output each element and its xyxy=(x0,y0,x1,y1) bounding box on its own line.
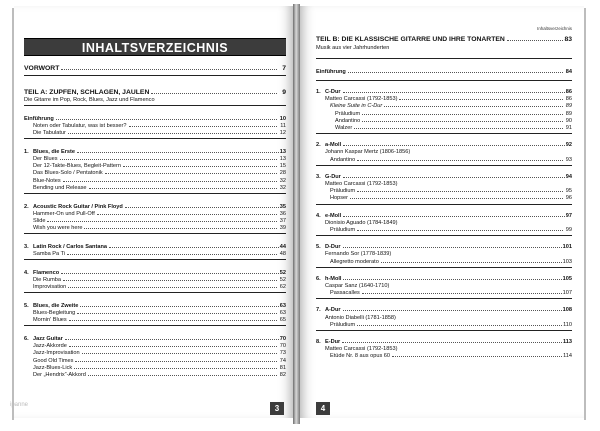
entry-label: Fernando Sor (1778-1839) xyxy=(325,251,392,258)
entry-label: Der Blues xyxy=(33,156,58,163)
chapter-page: 94 xyxy=(565,173,572,180)
toc-entry-vorwort[interactable] xyxy=(24,65,286,74)
chapter-number: 1. xyxy=(316,88,321,95)
chapter-label: G-Dur xyxy=(325,173,341,180)
toc-chapter[interactable] xyxy=(316,339,572,346)
chapter-page: 113 xyxy=(562,338,572,345)
divider xyxy=(24,259,286,260)
entry-label: Matteo Carcassi (1792-1853) xyxy=(325,96,398,103)
entry-page: 90 xyxy=(565,117,572,124)
toc-entry[interactable] xyxy=(24,350,286,357)
entry-page: 11 xyxy=(280,122,286,129)
entry-label: Jazz-Akkorde xyxy=(33,343,67,350)
toc-entry[interactable] xyxy=(24,170,286,177)
entry-label: Andantino xyxy=(335,117,361,124)
teil-b-subtitle: Musik aus vier Jahrhunderten xyxy=(316,44,390,51)
toc-entry[interactable] xyxy=(24,358,286,365)
entry-label: Andantino xyxy=(330,156,356,163)
chapter-page: 63 xyxy=(279,302,286,309)
right-page xyxy=(300,6,584,418)
entry-page: 93 xyxy=(565,156,572,163)
toc-chapter[interactable] xyxy=(24,303,286,310)
chapter-6 xyxy=(24,336,286,379)
toc-entry-teil-b[interactable] xyxy=(316,36,572,45)
toc-entry-teil-a[interactable] xyxy=(24,89,286,98)
toc-entry[interactable] xyxy=(24,218,286,225)
toc-entry-einfuehrung[interactable] xyxy=(316,69,572,76)
entry-label: Slide xyxy=(33,217,46,224)
chapter-1 xyxy=(24,149,286,194)
entry-label: Bending und Release xyxy=(33,184,87,191)
toc-entry[interactable] xyxy=(24,211,286,218)
toc-entry[interactable] xyxy=(316,290,572,297)
toc-entry[interactable] xyxy=(24,130,286,137)
divider xyxy=(316,204,572,205)
chapter-number: 2. xyxy=(24,203,29,210)
entry-page: 9 xyxy=(282,88,286,96)
toc-chapter[interactable] xyxy=(316,174,572,181)
entry-page: 107 xyxy=(562,290,572,297)
chapter-page: 13 xyxy=(279,148,286,155)
entry-label: Matteo Carcassi (1792-1853) xyxy=(325,180,398,187)
entry-page: 91 xyxy=(565,124,572,131)
entry-page: 65 xyxy=(279,317,286,324)
entry-page: 13 xyxy=(279,156,286,163)
toc-chapter[interactable] xyxy=(24,244,286,251)
chapter-3 xyxy=(316,174,572,205)
page-number-left: 3 xyxy=(270,402,284,415)
toc-entry[interactable] xyxy=(316,111,572,118)
entry-page: 74 xyxy=(279,357,286,364)
divider xyxy=(316,267,572,268)
entry-page: 63 xyxy=(279,310,286,317)
chapter-label: Flamenco xyxy=(33,269,60,276)
chapter-number: 6. xyxy=(316,275,321,282)
entry-label: Matteo Carcassi (1792-1853) xyxy=(325,346,398,353)
entry-label: Hopser xyxy=(330,195,349,202)
entry-page: 52 xyxy=(279,276,286,283)
toc-entry[interactable] xyxy=(24,343,286,350)
entry-label: TEIL A: ZUPFEN, SCHLAGEN, JAULEN xyxy=(24,88,150,96)
chapter-6 xyxy=(316,276,572,300)
toc-chapter[interactable] xyxy=(316,142,572,149)
toc-entry[interactable] xyxy=(316,346,572,353)
toc-chapter[interactable] xyxy=(24,270,286,277)
entry-label: Mornin' Blues xyxy=(33,317,67,324)
book-spine xyxy=(293,4,300,424)
chapter-label: Latin Rock / Carlos Santana xyxy=(33,243,107,250)
entry-page: 73 xyxy=(279,350,286,357)
chapter-2 xyxy=(24,204,286,235)
toc-chapter[interactable] xyxy=(316,276,572,283)
entry-label: Einführung xyxy=(316,68,346,75)
entry-page: 15 xyxy=(279,163,286,170)
section-einfuehrung xyxy=(24,116,286,140)
toc-entry[interactable] xyxy=(316,315,572,322)
entry-page: 12 xyxy=(279,130,286,137)
chapter-label: Blues, die Erste xyxy=(33,148,75,155)
entry-label: Walzer xyxy=(335,124,353,131)
entry-label: Johann Kaspar Mertz (1806-1856) xyxy=(325,149,411,156)
chapter-page: 44 xyxy=(279,243,286,250)
entry-page: 99 xyxy=(565,226,572,233)
toc-entry[interactable] xyxy=(316,96,572,103)
chapter-2 xyxy=(316,142,572,166)
toc-entry[interactable] xyxy=(24,163,286,170)
chapter-page: 97 xyxy=(565,212,572,219)
entry-page: 39 xyxy=(279,225,286,232)
chapter-page: 101 xyxy=(562,244,572,251)
entry-label: Caspar Sanz (1640-1710) xyxy=(325,282,390,289)
chapter-label: e-Moll xyxy=(325,212,342,219)
entry-label: Das Blues-Solo / Pentatonik xyxy=(33,170,103,177)
chapter-page: 70 xyxy=(279,335,286,342)
toc-chapter[interactable] xyxy=(24,336,286,343)
chapter-page: 92 xyxy=(565,142,572,149)
toc-entry[interactable] xyxy=(316,149,572,156)
chapter-number: 6. xyxy=(24,335,29,342)
toc-entry[interactable] xyxy=(316,220,572,227)
entry-label: Hammer-On und Pull-Off xyxy=(33,210,95,217)
toc-entry-einfuehrung[interactable] xyxy=(24,116,286,123)
page-edge-right xyxy=(584,8,586,420)
entry-page: 62 xyxy=(279,284,286,291)
page-number-right: 4 xyxy=(316,402,330,415)
toc-entry[interactable] xyxy=(316,195,572,202)
entry-page: 84 xyxy=(565,68,572,75)
toc-entry[interactable] xyxy=(24,277,286,284)
toc-entry[interactable] xyxy=(316,181,572,188)
toc-chapter[interactable] xyxy=(316,213,572,220)
right-chapter-list xyxy=(316,89,572,361)
entry-page: 32 xyxy=(279,184,286,191)
entry-page: 95 xyxy=(565,188,572,195)
toc-entry[interactable] xyxy=(24,178,286,185)
chapter-4 xyxy=(316,213,572,237)
running-head: Inhaltsverzeichnis xyxy=(537,26,572,31)
entry-page: 70 xyxy=(279,343,286,350)
chapter-page: 108 xyxy=(562,307,572,314)
toc-title: INHALTSVERZEICHNIS xyxy=(24,38,286,56)
entry-label: Dionisio Aguado (1784-1849) xyxy=(325,219,398,226)
entry-page: 81 xyxy=(279,364,286,371)
entry-page: 28 xyxy=(279,170,286,177)
chapter-label: Acoustic Rock Guitar / Pink Floyd xyxy=(33,203,123,210)
toc-entry[interactable] xyxy=(316,353,572,360)
toc-entry[interactable] xyxy=(316,227,572,234)
divider xyxy=(316,133,572,134)
entry-label: Jazz-Blues-Lick xyxy=(33,364,73,371)
entry-label: Improvisation xyxy=(33,284,67,291)
chapter-number: 3. xyxy=(316,173,321,180)
chapter-label: Blues, die Zweite xyxy=(33,302,79,309)
chapter-page: 105 xyxy=(562,275,572,282)
entry-page: 48 xyxy=(279,251,286,258)
entry-label: Etüde Nr. 8 aus opus 60 xyxy=(330,353,391,360)
toc-chapter[interactable] xyxy=(316,244,572,251)
chapter-1 xyxy=(316,89,572,134)
entry-label: Präludium xyxy=(330,321,356,328)
chapter-label: A-Dur xyxy=(325,307,341,314)
entry-label: VORWORT xyxy=(24,65,60,72)
entry-label: Antonio Diabelli (1781-1858) xyxy=(325,314,396,321)
toc-chapter[interactable] xyxy=(316,307,572,314)
toc-entry[interactable] xyxy=(24,225,286,232)
divider xyxy=(24,325,286,326)
toc-entry[interactable] xyxy=(316,283,572,290)
entry-label: Präludium xyxy=(330,226,356,233)
entry-page: 89 xyxy=(565,110,572,117)
chapter-page: 52 xyxy=(279,269,286,276)
entry-label: Die Rumba xyxy=(33,276,61,283)
toc-chapter[interactable] xyxy=(316,89,572,96)
chapter-5 xyxy=(24,303,286,327)
divider xyxy=(316,235,572,236)
chapter-label: h-Moll xyxy=(325,275,342,282)
chapter-page: 86 xyxy=(565,88,572,95)
chapter-8 xyxy=(316,339,572,361)
toc-entry[interactable] xyxy=(24,372,286,379)
chapter-number: 2. xyxy=(316,142,321,149)
entry-label: Jazz-Improvisation xyxy=(33,350,80,357)
divider xyxy=(316,80,572,81)
section-einfuehrung xyxy=(316,69,572,81)
entry-label: Die Tabulatur xyxy=(33,130,66,137)
watermark-text: ipanne xyxy=(10,402,29,408)
divider xyxy=(316,298,572,299)
entry-page: 7 xyxy=(282,65,286,72)
entry-label: Der „Hendrix“-Akkord xyxy=(33,371,86,378)
toc-entry[interactable] xyxy=(24,185,286,192)
entry-label: TEIL B: DIE KLASSISCHE GITARRE UND IHRE TONARTEN xyxy=(316,36,505,43)
entry-page: 36 xyxy=(279,210,286,217)
chapter-label: C-Dur xyxy=(325,88,341,95)
toc-entry[interactable] xyxy=(316,259,572,266)
toc-entry[interactable] xyxy=(316,322,572,329)
entry-label: Allegretto moderato xyxy=(330,258,379,265)
chapter-3 xyxy=(24,244,286,260)
entry-label: Kleine Suite in C-Dur xyxy=(330,103,383,110)
toc-chapter[interactable] xyxy=(24,204,286,211)
entry-label: Einführung xyxy=(24,115,54,122)
entry-label: Wish you were here xyxy=(33,225,83,232)
entry-label: Der 12-Takte-Blues, Begleit-Pattern xyxy=(33,163,121,170)
chapter-number: 3. xyxy=(24,243,29,250)
chapter-number: 8. xyxy=(316,338,321,345)
divider xyxy=(24,105,286,106)
toc-entry[interactable] xyxy=(316,157,572,164)
entry-page: 83 xyxy=(564,36,572,43)
chapter-number: 5. xyxy=(24,302,29,309)
teil-a-subtitle: Die Gitarre im Pop, Rock, Blues, Jazz und Flamenco xyxy=(24,97,155,103)
entry-label: Blue-Notes xyxy=(33,177,61,184)
toc-entry[interactable] xyxy=(24,251,286,258)
divider xyxy=(24,75,286,76)
entry-page: 103 xyxy=(562,258,572,265)
chapter-label: Jazz Guitar xyxy=(33,335,63,342)
divider xyxy=(24,138,286,139)
chapter-number: 4. xyxy=(316,212,321,219)
chapter-page: 35 xyxy=(279,203,286,210)
chapter-number: 5. xyxy=(316,244,321,251)
toc-entry[interactable] xyxy=(24,310,286,317)
entry-page: 114 xyxy=(563,353,572,360)
chapter-4 xyxy=(24,270,286,294)
entry-label: Good Old Times xyxy=(33,357,74,364)
entry-label: Präludium xyxy=(335,110,361,117)
entry-label: Passacalles xyxy=(330,290,360,297)
toc-entry[interactable] xyxy=(24,284,286,291)
toc-entry[interactable] xyxy=(24,123,286,130)
divider xyxy=(24,233,286,234)
toc-entry[interactable] xyxy=(316,188,572,195)
left-page xyxy=(14,6,293,418)
chapter-7 xyxy=(316,307,572,331)
chapter-number: 4. xyxy=(24,269,29,276)
divider xyxy=(316,330,572,331)
entry-label: Noten oder Tabulatur, was ist besser? xyxy=(33,122,127,129)
entry-page: 32 xyxy=(279,177,286,184)
entry-page: 86 xyxy=(565,96,572,103)
divider xyxy=(316,58,572,59)
toc-entry[interactable] xyxy=(316,118,572,125)
chapter-label: E-Dur xyxy=(325,338,341,345)
toc-entry[interactable] xyxy=(316,125,572,132)
entry-page: 89 xyxy=(565,103,572,110)
entry-label: Samba Pa Ti xyxy=(33,251,66,258)
divider xyxy=(24,193,286,194)
entry-page: 37 xyxy=(279,217,286,224)
chapter-5 xyxy=(316,244,572,268)
chapter-number: 1. xyxy=(24,148,29,155)
entry-page: 10 xyxy=(279,115,286,122)
divider xyxy=(24,292,286,293)
divider xyxy=(316,165,572,166)
chapter-label: D-Dur xyxy=(325,244,341,251)
chapter-number: 7. xyxy=(316,307,321,314)
entry-label: Blues-Begleitung xyxy=(33,310,76,317)
entry-label: Präludium xyxy=(330,188,356,195)
toc-entry[interactable] xyxy=(316,251,572,258)
chapter-label: a-Moll xyxy=(325,142,342,149)
entry-page: 82 xyxy=(279,371,286,378)
toc-entry[interactable] xyxy=(24,156,286,163)
entry-page: 96 xyxy=(565,195,572,202)
toc-chapter[interactable] xyxy=(24,149,286,156)
toc-entry[interactable] xyxy=(316,103,572,110)
entry-page: 110 xyxy=(563,321,572,328)
toc-entry[interactable] xyxy=(24,365,286,372)
toc-entry[interactable] xyxy=(24,317,286,324)
